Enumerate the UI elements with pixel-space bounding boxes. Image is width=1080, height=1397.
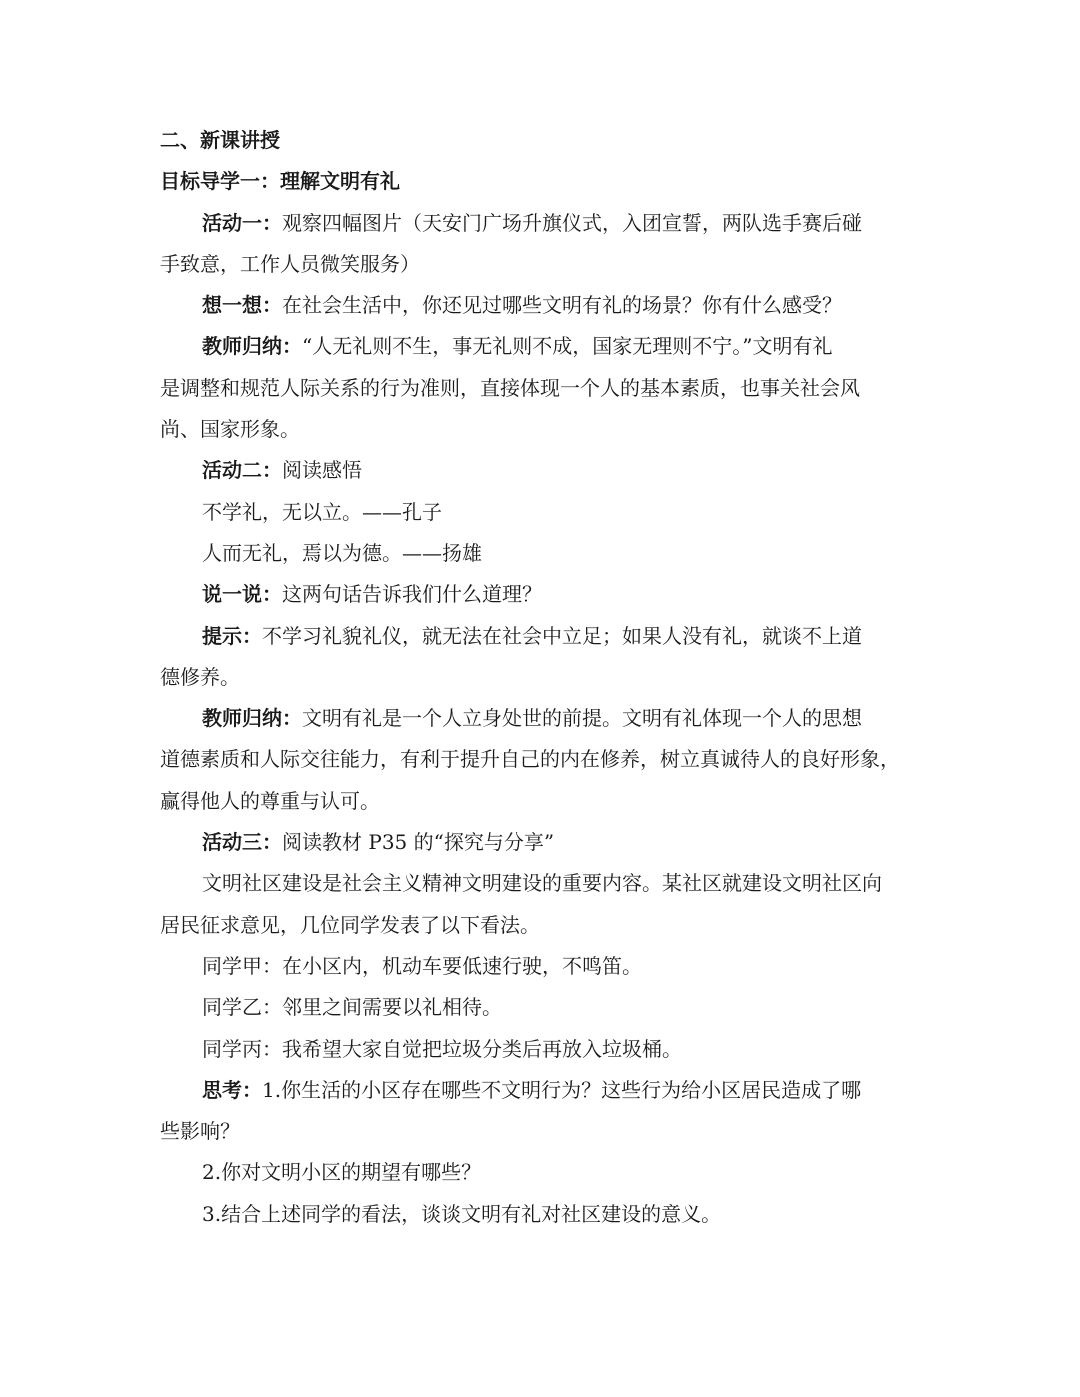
summary1-line3: 尚、国家形象。 <box>160 417 300 442</box>
activity2-label: 活动二： <box>202 458 282 483</box>
summary2-line1: 文明有礼是一个人立身处世的前提。文明有礼体现一个人的思想 <box>302 706 862 731</box>
activity1-line1: 观察四幅图片（天安门广场升旗仪式，入团宣誓，两队选手赛后碰 <box>282 210 862 235</box>
section-title: 二、新课讲授 <box>160 128 280 152</box>
summary1-line1: “人无礼则不生，事无礼则不成，国家无理则不宁。”文明有礼 <box>302 334 833 359</box>
quote-yangxiong: 人而无礼，焉以为德。——扬雄 <box>202 540 482 565</box>
quote-confucius: 不学礼，无以立。——孔子 <box>202 499 442 524</box>
student-a-opinion: 同学甲：在小区内，机动车要低速行驶，不鸣笛。 <box>202 953 642 978</box>
activity1-label: 活动一： <box>202 210 282 235</box>
summary1-line2: 是调整和规范人际关系的行为准则，直接体现一个人的基本素质，也事关社会风 <box>160 375 860 400</box>
hint-line2: 德修养。 <box>160 664 240 689</box>
community-line2: 居民征求意见，几位同学发表了以下看法。 <box>160 912 540 937</box>
reflect-q3: 3.结合上述同学的看法，谈谈文明有礼对社区建设的意义。 <box>202 1201 722 1226</box>
reflect-q1-line1: 1.你生活的小区存在哪些不文明行为？这些行为给小区居民造成了哪 <box>262 1077 862 1102</box>
community-line1: 文明社区建设是社会主义精神文明建设的重要内容。某社区就建设文明社区向 <box>202 871 882 896</box>
activity3-paragraph <box>160 822 950 863</box>
hint-label: 提示： <box>202 623 262 648</box>
activity2-text: 阅读感悟 <box>282 458 362 483</box>
activity1-line2: 手致意，工作人员微笑服务） <box>160 251 420 276</box>
summary1-label: 教师归纳： <box>202 334 302 359</box>
student-c-opinion: 同学丙：我希望大家自觉把垃圾分类后再放入垃圾桶。 <box>202 1036 682 1061</box>
summary2-label: 教师归纳： <box>202 706 302 731</box>
think-label: 想一想： <box>202 293 282 318</box>
summary2-paragraph <box>160 698 950 739</box>
hint-paragraph <box>160 616 950 657</box>
goal-title: 目标导学一：理解文明有礼 <box>160 169 400 194</box>
say-text: 这两句话告诉我们什么道理？ <box>282 582 542 607</box>
say-paragraph <box>160 574 950 615</box>
reflect-label: 思考： <box>202 1077 262 1102</box>
say-label: 说一说： <box>202 582 282 607</box>
document-body <box>160 120 950 1235</box>
think-text: 在社会生活中，你还见过哪些文明有礼的场景？你有什么感受？ <box>282 293 842 318</box>
student-b-opinion: 同学乙：邻里之间需要以礼相待。 <box>202 995 502 1020</box>
reflect-q1-line2: 些影响？ <box>160 1119 240 1144</box>
activity3-label: 活动三： <box>202 830 282 855</box>
summary2-line2: 道德素质和人际交往能力，有利于提升自己的内在修养，树立真诚待人的良好形象， <box>160 747 900 772</box>
reflect-q2: 2.你对文明小区的期望有哪些？ <box>202 1160 482 1185</box>
summary2-line3: 赢得他人的尊重与认可。 <box>160 788 380 813</box>
activity1-paragraph <box>160 203 950 244</box>
activity2-paragraph <box>160 450 950 491</box>
activity3-text: 阅读教材 P35 的“探究与分享” <box>282 830 555 855</box>
hint-line1: 不学习礼貌礼仪，就无法在社会中立足；如果人没有礼，就谈不上道 <box>262 623 862 648</box>
summary1-paragraph <box>160 326 950 367</box>
think-paragraph <box>160 285 950 326</box>
reflect-paragraph <box>160 1070 950 1111</box>
